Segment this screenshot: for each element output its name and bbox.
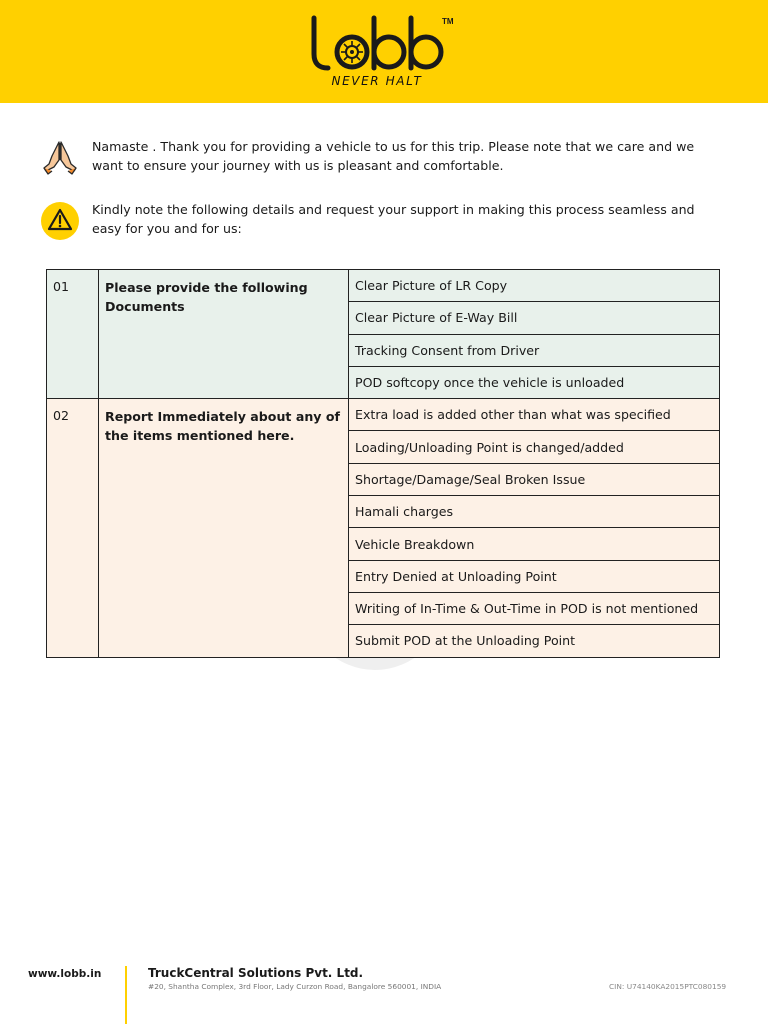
section-title: Report Immediately about any of the items mentioned here.	[99, 399, 349, 657]
kindly-note-message	[40, 201, 720, 241]
lobb-logo	[308, 14, 458, 74]
company-name: TruckCentral Solutions Pvt. Ltd.	[148, 966, 364, 980]
table-row	[47, 270, 720, 302]
table-row	[47, 399, 720, 431]
checklist-table	[46, 269, 720, 658]
footer-divider	[125, 966, 127, 1024]
checklist-item: POD softcopy once the vehicle is unloaded	[349, 366, 720, 398]
namaste-hands-icon	[40, 138, 80, 178]
kindly-note-text: Kindly note the following details and request your support in making this process seamless and easy for you and for us:	[92, 202, 695, 236]
checklist-item: Shortage/Damage/Seal Broken Issue	[349, 463, 720, 495]
namaste-message	[40, 138, 720, 178]
section-title: Please provide the following Documents	[99, 270, 349, 399]
checklist-item: Extra load is added other than what was specified	[349, 399, 720, 431]
checklist-item: Loading/Unloading Point is changed/added	[349, 431, 720, 463]
checklist-item: Submit POD at the Unloading Point	[349, 625, 720, 657]
checklist-item: Hamali charges	[349, 496, 720, 528]
checklist-item: Entry Denied at Unloading Point	[349, 560, 720, 592]
trademark-mark: TM	[442, 17, 454, 26]
page-footer	[0, 960, 768, 1024]
warning-icon	[40, 201, 80, 241]
checklist-item: Tracking Consent from Driver	[349, 334, 720, 366]
checklist-item: Clear Picture of LR Copy	[349, 270, 720, 302]
cin-number: CIN: U74140KA2015PTC080159	[609, 982, 727, 991]
checklist-item: Writing of In-Time & Out-Time in POD is not mentioned	[349, 592, 720, 624]
section-number: 01	[47, 270, 99, 399]
checklist-item: Clear Picture of E-Way Bill	[349, 302, 720, 334]
tagline: NEVER HALT	[331, 74, 423, 88]
page-header	[0, 0, 768, 103]
company-address: #20, Shantha Complex, 3rd Floor, Lady Curzon Road, Bangalore 560001, INDIA	[148, 982, 442, 991]
checklist-item: Vehicle Breakdown	[349, 528, 720, 560]
section-number: 02	[47, 399, 99, 657]
website-link[interactable]: www.lobb.in	[28, 968, 102, 980]
namaste-text: Namaste . Thank you for providing a vehicle to us for this trip. Please note that we care and we want to ensure your journey with us is pleasant and comfortable.	[92, 139, 695, 173]
